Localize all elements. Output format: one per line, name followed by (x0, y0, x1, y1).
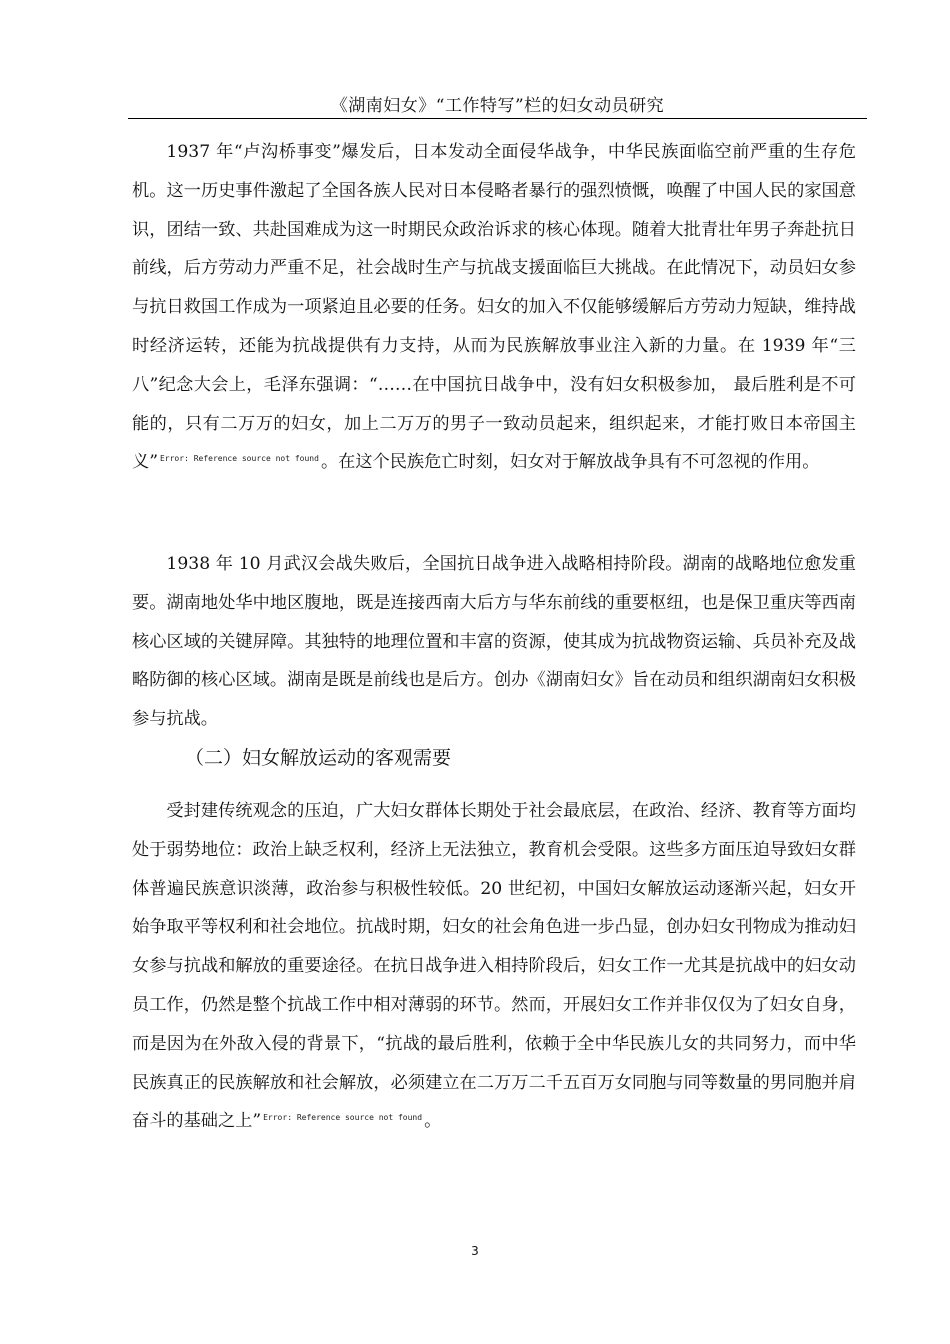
paragraph-womens-liberation (132, 792, 856, 1141)
reference-error-note: Error: Reference source not found (159, 453, 319, 463)
reference-error-note: Error: Reference source not found (263, 1112, 423, 1122)
paragraph-text: 1937 年“卢沟桥事变”爆发后，日本发动全面侵华战争，中华民族面临空前严重的生存危机。这一历史事件激起了全国各族人民对日本侵略者暴行的强烈愤慨，唤醒了中国人民的家国意识，团结一致、共赴国难成为这一时期民众政治诉求的核心体现。随着大批青壮年男子奔赴抗日前线，后方劳动力严重不足，社会战时生产与抗战支援面临巨大挑战。在此情况下，动员妇女参与抗日救国工作成为一项紧迫且必要的任务。妇女的加入不仅能够缓解后方劳动力短缺，维持战时经济运转，还能为抗战提供有力支持，从而为民族解放事业注入新的力量。在 1939 年“三八”纪念大会上，毛泽东强调：“……在中国抗日战争中，没有妇女积极参加， 最后胜利是不可能的，只有二万万的妇女，加上二万万的男子一致动员起来，组织起来，才能打败日本帝国主义” (132, 142, 856, 473)
paragraph-wuhan: 1938 年 10 月武汉会战失败后，全国抗日战争进入战略相持阶段。湖南的战略地位愈发重要。湖南地处华中地区腹地，既是连接西南大后方与华东前线的重要枢纽，也是保卫重庆等西南核心区域的关键屏障。其独特的地理位置和丰富的资源，使其成为抗战物资运输、兵员补充及战略防御的核心区域。湖南是既是前线也是后方。创办《湖南妇女》旨在动员和组织湖南妇女积极参与抗战。 (132, 554, 856, 730)
running-header: 《湖南妇女》“工作特写”栏的妇女动员研究 (330, 96, 665, 116)
section-heading: （二）妇女解放运动的客观需要 (185, 747, 452, 769)
paragraph-text: 受封建传统观念的压迫，广大妇女群体长期处于社会最底层，在政治、经济、教育等方面均处于弱势地位：政治上缺乏权利，经济上无法独立，教育机会受限。这些多方面压迫导致妇女群体普遍民族意识淡薄，政治参与积极性较低。20 世纪初，中国妇女解放运动逐渐兴起，妇女开始争取平等权利和社会地位。抗战时期，妇女的社会角色进一步凸显，创办妇女刊物成为推动妇女参与抗战和解放的重要途径。在抗日战争进入相持阶段后，妇女工作一尤其是抗战中的妇女动员工作，仍然是整个抗战工作中相对薄弱的环节。然而，开展妇女工作并非仅仅为了妇女自身，而是因为在外敌入侵的背景下，“抗战的最后胜利，依赖于全中华民族儿女的共同努力，而中华民族真正的民族解放和社会解放，必须建立在二万万二千五百万女同胞与同等数量的男同胞并肩奋斗的基础之上” (132, 801, 856, 1132)
header-divider (128, 118, 867, 119)
paragraph-lugouqiao (132, 133, 856, 482)
paragraph-text: 。在这个民族危亡时刻，妇女对于解放战争具有不可忽视的作用。 (320, 452, 820, 473)
paragraph-text: 。 (424, 1111, 442, 1132)
page-number: 3 (471, 1244, 479, 1258)
